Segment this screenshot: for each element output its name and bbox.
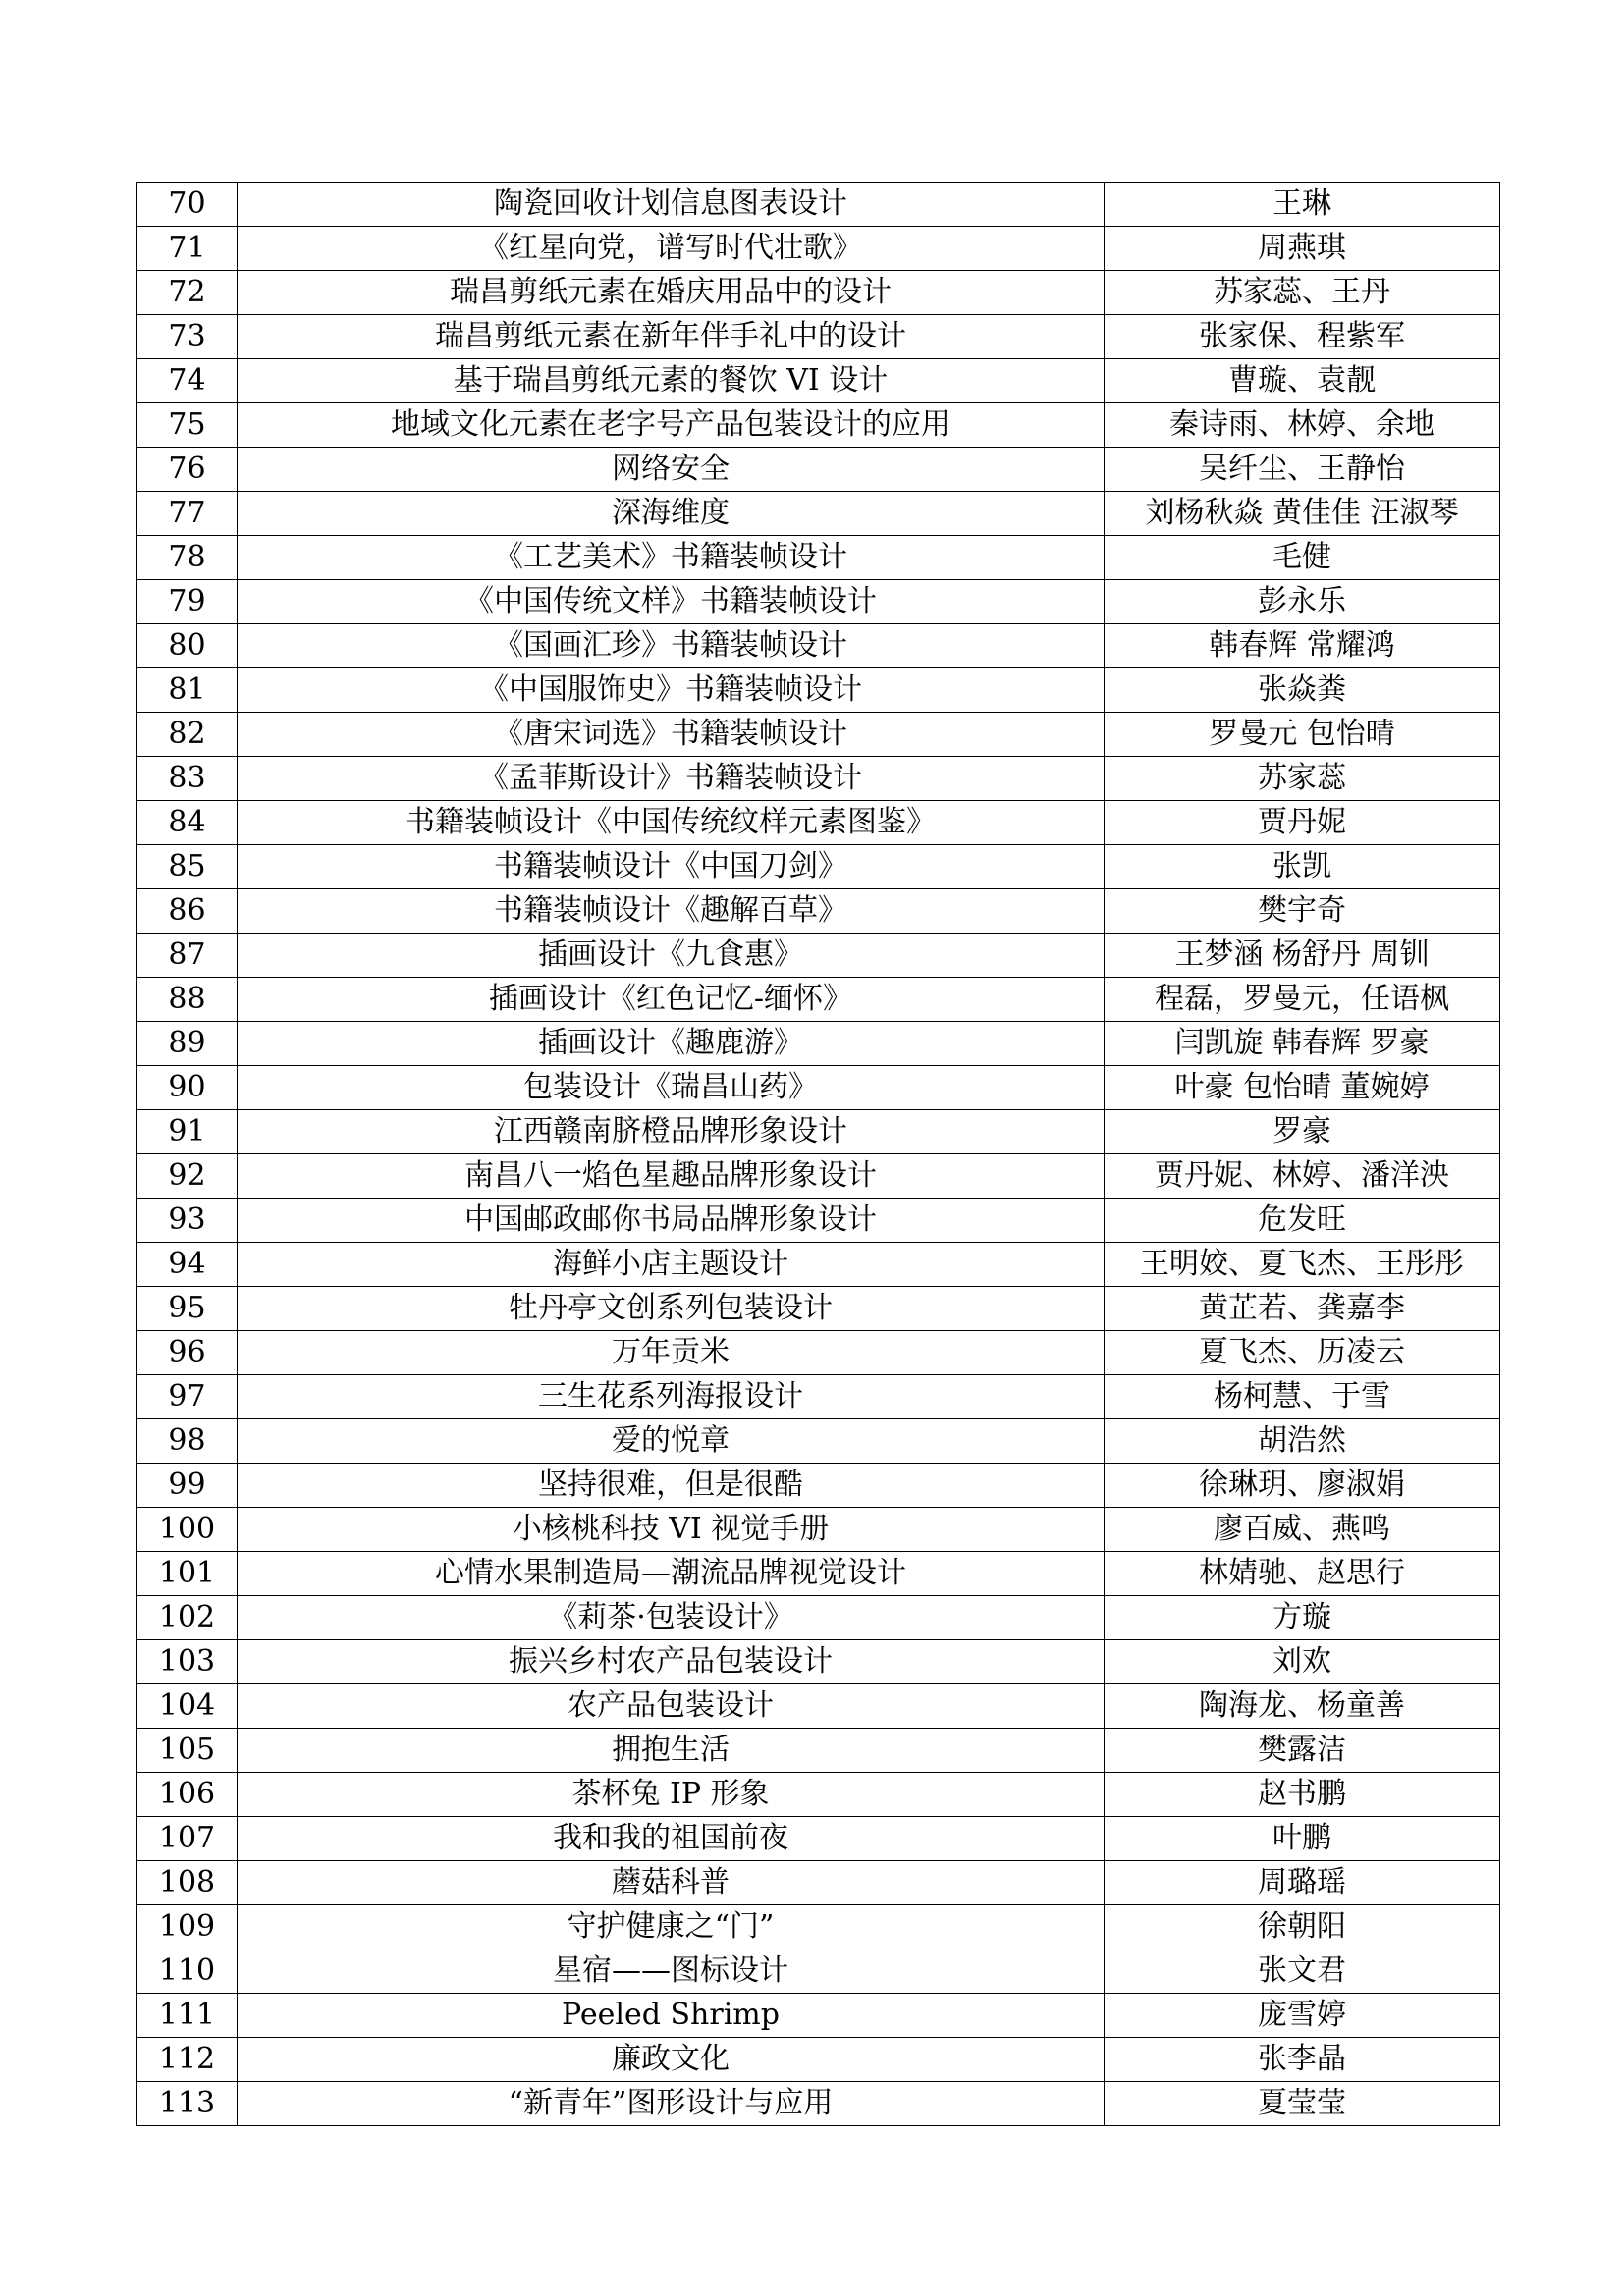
authors-cell: 叶鹏	[1105, 1817, 1500, 1861]
row-number-cell: 76	[137, 448, 238, 492]
authors-cell: 张焱粪	[1105, 668, 1500, 713]
row-number-cell: 74	[137, 359, 238, 403]
table-row	[137, 1199, 1500, 1243]
work-title-cell: 《莉茶·包装设计》	[238, 1596, 1105, 1640]
work-title-cell: 振兴乡村农产品包装设计	[238, 1640, 1105, 1684]
row-number-cell: 104	[137, 1684, 238, 1729]
table-row	[137, 668, 1500, 713]
row-number-cell: 81	[137, 668, 238, 713]
authors-cell: 刘欢	[1105, 1640, 1500, 1684]
table-row	[137, 359, 1500, 403]
table-row	[137, 1905, 1500, 1949]
authors-cell: 黄芷若、龚嘉李	[1105, 1287, 1500, 1331]
authors-cell: 夏飞杰、历凌云	[1105, 1331, 1500, 1375]
authors-cell: 王琳	[1105, 183, 1500, 227]
work-title-cell: 牡丹亭文创系列包装设计	[238, 1287, 1105, 1331]
row-number-cell: 105	[137, 1729, 238, 1773]
authors-cell: 吴纤尘、王静怡	[1105, 448, 1500, 492]
row-number-cell: 112	[137, 2038, 238, 2082]
row-number-cell: 111	[137, 1994, 238, 2038]
row-number-cell: 98	[137, 1419, 238, 1464]
table-row	[137, 1817, 1500, 1861]
work-title-cell: “新青年”图形设计与应用	[238, 2082, 1105, 2126]
row-number-cell: 96	[137, 1331, 238, 1375]
authors-cell: 赵书鹏	[1105, 1773, 1500, 1817]
authors-cell: 樊露洁	[1105, 1729, 1500, 1773]
authors-cell: 林婧驰、赵思行	[1105, 1552, 1500, 1596]
table-row	[137, 713, 1500, 757]
authors-cell: 胡浩然	[1105, 1419, 1500, 1464]
authors-cell: 彭永乐	[1105, 580, 1500, 624]
work-title-cell: 拥抱生活	[238, 1729, 1105, 1773]
row-number-cell: 71	[137, 227, 238, 271]
table-row	[137, 1994, 1500, 2038]
work-title-cell: 坚持很难，但是很酷	[238, 1464, 1105, 1508]
authors-cell: 秦诗雨、林婷、余地	[1105, 403, 1500, 448]
row-number-cell: 70	[137, 183, 238, 227]
work-title-cell: 书籍装帧设计《中国传统纹样元素图鉴》	[238, 801, 1105, 845]
work-title-cell: 蘑菇科普	[238, 1861, 1105, 1905]
row-number-cell: 78	[137, 536, 238, 580]
table-row	[137, 1949, 1500, 1994]
work-title-cell: 《孟菲斯设计》书籍装帧设计	[238, 757, 1105, 801]
table-row	[137, 1552, 1500, 1596]
row-number-cell: 93	[137, 1199, 238, 1243]
work-title-cell: 地域文化元素在老字号产品包装设计的应用	[238, 403, 1105, 448]
row-number-cell: 94	[137, 1243, 238, 1287]
table-row	[137, 1419, 1500, 1464]
row-number-cell: 113	[137, 2082, 238, 2126]
work-title-cell: 万年贡米	[238, 1331, 1105, 1375]
authors-cell: 夏莹莹	[1105, 2082, 1500, 2126]
table-row	[137, 1375, 1500, 1419]
authors-cell: 周璐瑶	[1105, 1861, 1500, 1905]
work-title-cell: 爱的悦章	[238, 1419, 1105, 1464]
authors-cell: 刘杨秋焱 黄佳佳 汪淑琴	[1105, 492, 1500, 536]
work-title-cell: 插画设计《红色记忆-缅怀》	[238, 978, 1105, 1022]
row-number-cell: 73	[137, 315, 238, 359]
authors-cell: 徐朝阳	[1105, 1905, 1500, 1949]
work-title-cell: 书籍装帧设计《中国刀剑》	[238, 845, 1105, 889]
work-title-cell: 茶杯兔 IP 形象	[238, 1773, 1105, 1817]
table-row	[137, 624, 1500, 668]
authors-cell: 苏家蕊、王丹	[1105, 271, 1500, 315]
table-row	[137, 1154, 1500, 1199]
table-row	[137, 2038, 1500, 2082]
row-number-cell: 82	[137, 713, 238, 757]
work-title-cell: 深海维度	[238, 492, 1105, 536]
table-row	[137, 1729, 1500, 1773]
authors-cell: 程磊，罗曼元，任语枫	[1105, 978, 1500, 1022]
table-row	[137, 978, 1500, 1022]
work-title-cell: 江西赣南脐橙品牌形象设计	[238, 1110, 1105, 1154]
authors-cell: 樊宇奇	[1105, 889, 1500, 934]
authors-cell: 张李晶	[1105, 2038, 1500, 2082]
row-number-cell: 99	[137, 1464, 238, 1508]
work-title-cell: 基于瑞昌剪纸元素的餐饮 VI 设计	[238, 359, 1105, 403]
work-title-cell: 包装设计《瑞昌山药》	[238, 1066, 1105, 1110]
row-number-cell: 110	[137, 1949, 238, 1994]
work-title-cell: 廉政文化	[238, 2038, 1105, 2082]
work-title-cell: 南昌八一焰色星趣品牌形象设计	[238, 1154, 1105, 1199]
authors-cell: 杨柯慧、于雪	[1105, 1375, 1500, 1419]
table-row	[137, 801, 1500, 845]
work-title-cell: 插画设计《九食惠》	[238, 934, 1105, 978]
work-title-cell: 陶瓷回收计划信息图表设计	[238, 183, 1105, 227]
row-number-cell: 79	[137, 580, 238, 624]
authors-cell: 韩春辉 常耀鸿	[1105, 624, 1500, 668]
work-title-cell: 网络安全	[238, 448, 1105, 492]
work-title-cell: 《唐宋词选》书籍装帧设计	[238, 713, 1105, 757]
authors-cell: 张家保、程紫军	[1105, 315, 1500, 359]
work-title-cell: 插画设计《趣鹿游》	[238, 1022, 1105, 1066]
row-number-cell: 97	[137, 1375, 238, 1419]
row-number-cell: 87	[137, 934, 238, 978]
authors-cell: 毛健	[1105, 536, 1500, 580]
work-title-cell: 农产品包装设计	[238, 1684, 1105, 1729]
table-row	[137, 580, 1500, 624]
row-number-cell: 80	[137, 624, 238, 668]
table-row	[137, 492, 1500, 536]
table-row	[137, 183, 1500, 227]
row-number-cell: 102	[137, 1596, 238, 1640]
row-number-cell: 108	[137, 1861, 238, 1905]
table-row	[137, 1066, 1500, 1110]
authors-cell: 周燕琪	[1105, 227, 1500, 271]
authors-cell: 苏家蕊	[1105, 757, 1500, 801]
authors-cell: 廖百威、燕鸣	[1105, 1508, 1500, 1552]
row-number-cell: 101	[137, 1552, 238, 1596]
table-row	[137, 757, 1500, 801]
authors-cell: 曹璇、袁靓	[1105, 359, 1500, 403]
table-row	[137, 315, 1500, 359]
work-title-cell: 《国画汇珍》书籍装帧设计	[238, 624, 1105, 668]
row-number-cell: 88	[137, 978, 238, 1022]
table-row	[137, 2082, 1500, 2126]
authors-cell: 方璇	[1105, 1596, 1500, 1640]
table-row	[137, 1243, 1500, 1287]
work-title-cell: 《工艺美术》书籍装帧设计	[238, 536, 1105, 580]
row-number-cell: 100	[137, 1508, 238, 1552]
authors-cell: 危发旺	[1105, 1199, 1500, 1243]
work-title-cell: 心情水果制造局—潮流品牌视觉设计	[238, 1552, 1105, 1596]
row-number-cell: 83	[137, 757, 238, 801]
authors-cell: 闫凯旋 韩春辉 罗豪	[1105, 1022, 1500, 1066]
work-title-cell: 海鲜小店主题设计	[238, 1243, 1105, 1287]
row-number-cell: 90	[137, 1066, 238, 1110]
authors-cell: 陶海龙、杨童善	[1105, 1684, 1500, 1729]
authors-cell: 张凯	[1105, 845, 1500, 889]
work-title-cell: 守护健康之“门”	[238, 1905, 1105, 1949]
work-title-cell: 中国邮政邮你书局品牌形象设计	[238, 1199, 1105, 1243]
row-number-cell: 75	[137, 403, 238, 448]
work-title-cell: 《红星向党，谱写时代壮歌》	[238, 227, 1105, 271]
row-number-cell: 95	[137, 1287, 238, 1331]
work-title-cell: Peeled Shrimp	[238, 1994, 1105, 2038]
work-title-cell: 小核桃科技 VI 视觉手册	[238, 1508, 1105, 1552]
work-title-cell: 我和我的祖国前夜	[238, 1817, 1105, 1861]
authors-cell: 王明姣、夏飞杰、王彤彤	[1105, 1243, 1500, 1287]
authors-cell: 张文君	[1105, 1949, 1500, 1994]
table-row	[137, 1861, 1500, 1905]
row-number-cell: 89	[137, 1022, 238, 1066]
table-row	[137, 271, 1500, 315]
work-title-cell: 星宿——图标设计	[238, 1949, 1105, 1994]
entries-table	[136, 182, 1500, 2126]
row-number-cell: 85	[137, 845, 238, 889]
table-row	[137, 934, 1500, 978]
work-title-cell: 三生花系列海报设计	[238, 1375, 1105, 1419]
row-number-cell: 91	[137, 1110, 238, 1154]
work-title-cell: 瑞昌剪纸元素在新年伴手礼中的设计	[238, 315, 1105, 359]
row-number-cell: 92	[137, 1154, 238, 1199]
work-title-cell: 《中国服饰史》书籍装帧设计	[238, 668, 1105, 713]
authors-cell: 贾丹妮、林婷、潘洋泱	[1105, 1154, 1500, 1199]
row-number-cell: 77	[137, 492, 238, 536]
table-row	[137, 889, 1500, 934]
table-row	[137, 1508, 1500, 1552]
work-title-cell: 瑞昌剪纸元素在婚庆用品中的设计	[238, 271, 1105, 315]
table-row	[137, 1331, 1500, 1375]
row-number-cell: 84	[137, 801, 238, 845]
authors-cell: 罗曼元 包怡晴	[1105, 713, 1500, 757]
table-row	[137, 403, 1500, 448]
row-number-cell: 106	[137, 1773, 238, 1817]
row-number-cell: 72	[137, 271, 238, 315]
authors-cell: 罗豪	[1105, 1110, 1500, 1154]
table-row	[137, 1596, 1500, 1640]
authors-cell: 庞雪婷	[1105, 1994, 1500, 2038]
table-row	[137, 1022, 1500, 1066]
table-row	[137, 1110, 1500, 1154]
authors-cell: 徐琳玥、廖淑娟	[1105, 1464, 1500, 1508]
table-row	[137, 536, 1500, 580]
table-row	[137, 1464, 1500, 1508]
row-number-cell: 86	[137, 889, 238, 934]
table-row	[137, 227, 1500, 271]
authors-cell: 贾丹妮	[1105, 801, 1500, 845]
table-row	[137, 845, 1500, 889]
authors-cell: 叶豪 包怡晴 董婉婷	[1105, 1066, 1500, 1110]
table-row	[137, 1640, 1500, 1684]
entries-table-body	[137, 183, 1500, 2126]
work-title-cell: 书籍装帧设计《趣解百草》	[238, 889, 1105, 934]
row-number-cell: 103	[137, 1640, 238, 1684]
authors-cell: 王梦涵 杨舒丹 周钏	[1105, 934, 1500, 978]
work-title-cell: 《中国传统文样》书籍装帧设计	[238, 580, 1105, 624]
table-row	[137, 1773, 1500, 1817]
table-row	[137, 448, 1500, 492]
table-row	[137, 1287, 1500, 1331]
row-number-cell: 109	[137, 1905, 238, 1949]
row-number-cell: 107	[137, 1817, 238, 1861]
table-row	[137, 1684, 1500, 1729]
